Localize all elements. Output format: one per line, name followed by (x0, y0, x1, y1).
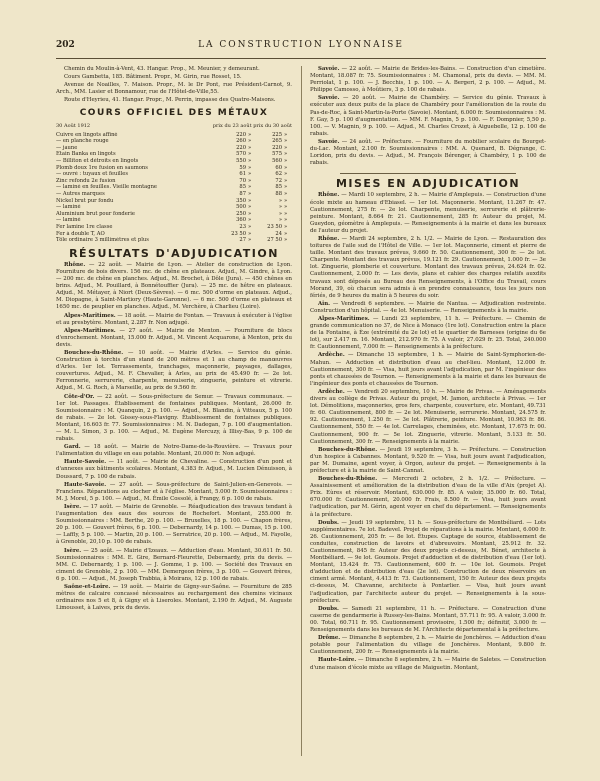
entry-text: — Vendredi 6 septembre. — Mairie de Nantua. — Adjudication restreinte. Construction d'un hôpital. — 4e lot. Menuiserie. — Renseignements à la mairie. (310, 300, 546, 314)
adjudication-entry (310, 352, 546, 387)
metal-unit: » (284, 184, 288, 191)
metal-unit: » (248, 171, 252, 178)
entry-place: Ardèche. (318, 388, 345, 395)
metal-price-current: 60 (275, 164, 282, 171)
entry-text: — Dimanche 8 septembre, 2 h. — Mairie de Jonchères. — Adduction d'eau potable pour l'alimentation du village de Jonchères. Montant, 9.800 fr. Cautionnement, 200 fr. — Renseignements à la mairie. (310, 635, 546, 656)
metal-unit: » (248, 197, 252, 204)
entry-text: — Jeudi 19 septembre, 11 h. — Sous-préfecture de Montbéliard. — Lots supplémentaires. 7e lot. Badevel. Projet de réparations à la mairie. Montant, 6.000 fr. 26. Cautionnement, 205 fr. — 8e lot. Étupes. Captage de source, établissement de conduites, construction de lavoirs et d'abreuvoirs. Montant, 25.912 fr. 32. Cautionnement, 845 fr. Auteur des deux projets ci-dessus, M. Bénet, architecte à Montbéliard. — 9e lot. Goumois. Projet d'adduction et de distribution d'eau (1er lot). Montant, 15.424 fr. 75. Cautionnement, 600 fr. — 10e lot. Goumois. Projet d'adduction et de distribution d'eau (2e lot). Construction de deux réservoirs en ciment armé. Montant, 4.413 fr. 73. Cautionnement, 150 fr. Auteur des deux projets ci-dessus, M. Chavanne, architecte à Pontarlier. — Visa, huit jours avant l'adjudication, par l'architecte auteur du projet. — Renseignements à la sous-préfecture. (310, 519, 546, 604)
metal-price-current: 27 50 (267, 237, 282, 244)
entry-text: — 18 août. — Mairie de Fontan. — Travaux à exécuter à l'église et au presbytère. Montant, 2.287 fr. Non adjugé. (56, 312, 292, 326)
results-list-left (56, 262, 292, 613)
adjudication-entry (310, 316, 546, 351)
running-title: LA CONSTRUCTION LYONNAISE (198, 40, 404, 50)
metals-date-row (56, 123, 292, 130)
metal-unit: » (284, 191, 288, 197)
metal-unit: » (248, 151, 252, 158)
metal-unit: » (284, 177, 288, 184)
metal-label: — laminé en feuilles. Vieille montagne (56, 184, 157, 191)
entry-place: Rhône. (318, 235, 340, 242)
adjudication-entry (56, 584, 292, 612)
entry-place: Ardèche. (318, 352, 345, 359)
left-column (56, 66, 292, 613)
metal-price-current: 62 (275, 171, 282, 178)
metal-price-current: 23 50 (267, 223, 282, 230)
adjudication-entry (56, 394, 292, 444)
adjudication-entry (310, 66, 546, 94)
metal-unit: » (248, 217, 252, 224)
entry-text: — Lundi 23 septembre, 11 h. — Préfecture. — Chemin de grande communication no 37, de Nice à Monaco (1re lot). Construction entre la place de la Fontaine, à Èze (extrémité du 2e lot) et le quartier de Barneses (origine du 6e lot), sur 2.417 m. 16. Montant, 212.970 fr. 75. A valoir, 27.029 fr. 25. Total, 240.000 fr. Cautionnement, 7.000 fr. — Renseignements à la préfecture. (310, 316, 546, 351)
metal-row (56, 178, 292, 185)
entry-place: Bouches-du-Rhône. (64, 349, 124, 356)
metal-row (56, 132, 292, 139)
adjudication-entry (56, 459, 292, 480)
permit-entry: Chemin du Moulin-à-Vent, 43. Hangar. Prop., M. Meunier, y demeurant. (64, 66, 260, 72)
adjudication-entry (310, 476, 546, 519)
metal-row (56, 204, 292, 211)
metal-row (56, 231, 292, 238)
metal-row (56, 211, 292, 218)
metal-price-current: » (278, 217, 282, 224)
metal-label: — en planche rouge (56, 138, 109, 145)
metal-price-current: 85 (275, 184, 282, 191)
right-column (310, 66, 546, 673)
entry-text: — 24 août. — Préfecture. — Fourniture du mobilier scolaire du Bourget-du-Lac. Montant, 2.100 fr. Soumissionnaires : MM. A. Quenard, B. Dégrange, C. Loridon, prix du devis. — Adjud., M. François Bérenger, à Chambéry, 1 p. 100 de rabais. (310, 138, 546, 167)
entry-place: Bouches-du-Rhône. (318, 446, 378, 453)
metal-unit: » (284, 131, 288, 138)
metal-price-prev: 23 50 (231, 230, 246, 237)
adjudication-entry (310, 236, 546, 300)
entry-place: Haute-Savoie. (64, 481, 107, 488)
metal-label: Cuivre en lingots affiné (56, 131, 118, 138)
metal-row (56, 237, 292, 244)
metal-unit: » (248, 210, 252, 217)
adjudication-entry (310, 389, 546, 446)
metal-row (56, 165, 292, 172)
entry-text: — 10 août. — Mairie d'Arles. — Service du génie. Construction à torchis d'un stand de 200 mètres et 1 au champ de manœuvres d'Arles. 1er lot. Terrassements, tranchages, maçonnerie, paysages, dallages, couvertures. Adjud., M. F. Chevalier, à Arles, au prix de 45.490 fr. — 2e lot. Ferronnerie, serrurerie, charpente, menuiserie, zinguerie, peinture et vitrerie. Adjud., M. G. Roch, à Marseille, au prix de 9.560 fr. (56, 349, 292, 392)
entry-place: Gard. (64, 444, 81, 451)
metal-label: — ouvré : tuyaux et feuilles (56, 171, 129, 178)
metal-price-current: 265 (272, 138, 282, 145)
entry-place: Isère. (64, 547, 82, 554)
adjudication-entry (310, 520, 546, 605)
adjudication-entry (56, 504, 292, 547)
column-divider (301, 66, 302, 756)
adjudication-entry (56, 444, 292, 458)
metals-title: COURS OFFICIEL DES MÉTAUX (79, 108, 269, 119)
metal-label: Tôle ordinaire 3 millimètres et plus (56, 237, 149, 244)
adjudication-entry (310, 635, 546, 656)
metal-unit: » (284, 237, 288, 244)
metal-price-current: 225 (272, 131, 282, 138)
metal-price-current: 24 (275, 230, 282, 237)
adjudication-entry (56, 328, 292, 349)
metal-price-prev: 350 (236, 197, 246, 204)
metal-unit: » (248, 184, 252, 191)
metal-unit: » (248, 131, 252, 138)
adjudication-entry (310, 139, 546, 167)
metal-unit: » (284, 171, 288, 178)
permit-entry: Cours Gambetta, 185. Bâtiment. Propr., M. Girin, rue Rosset, 15. (64, 74, 242, 81)
metal-row (56, 224, 292, 231)
metal-unit: » (248, 223, 252, 230)
metal-row (56, 184, 292, 191)
permit-entry: Avenue de Noailles, 7. Maison. Propr., M. le Dr Pont, rue Président-Carnot, 9. Arch., MM. Lasier et Bonnamour, rue de l'Hôtel-de-Ville,55. (56, 82, 292, 96)
metal-price-current: 72 (275, 177, 282, 184)
metal-price-prev: 27 (239, 237, 246, 244)
metals-date: 30 Août 1912 (56, 122, 91, 129)
entry-place: Isère. (64, 503, 82, 510)
entry-text: — 19 août. — Mairie de Gigny-sur-Saône. — Fourniture de 285 mètres de calcaire concassé nécessaires au rechargement des chemins vicinaux ordinaires nos 5 et 8, à Gigny et à Liseroles. Montant, 2.190 fr. Adjud., M. Auguste Limousset, à Laives, prix du devis. (56, 583, 292, 612)
entry-text: — Vendredi 20 septembre, 10 h. — Mairie de Privas. — Aménagements divers au collège de Privas. Auteur du projet, M. Jamon, architecte à Privas. — 1er lot. Démolitions, maçonneries, gros fers, charpente, couverture, etc. Montant, 49.731 fr. 60. Cautionnement, 800 fr. — 2e lot. Menuiserie, serrurerie. Montant, 24.575 fr. 92. Cautionnement, 1.250 fr. — 3e lot. Plâtrerie, peinture. Montant, 10.963 fr. 86. Cautionnement, 550 fr. — 4e lot. Carrelages, cheminées, etc. Montant, 17.675 fr. 00. Cautionnement, 900 fr. — 5e lot. Zinguerie, vitrerie. Montant, 5.133 fr. 50. Cautionnement, 300 fr. — Renseignements à la mairie. (310, 388, 546, 445)
metal-price-prev: 220 (236, 131, 246, 138)
metal-row (56, 151, 292, 158)
entry-place: Alpes-Maritimes. (64, 312, 116, 319)
metal-unit: » (284, 144, 288, 151)
metal-price-current: 560 (272, 158, 282, 165)
metal-unit: » (284, 217, 288, 224)
metal-unit: » (284, 138, 288, 145)
metal-price-prev: 59 (239, 164, 246, 171)
adjudication-entry (56, 350, 292, 393)
entry-text: — 20 août. — Mairie de Chambéry. — Service du génie. Travaux à exécuter aux deux puits de la place de Chambéry pour l'amélioration de la route du Pas-de-Roc, à Saint-Martin-la-Porte (Savoie). Montant, 6.000 fr. Soumissionnaires : M. F. Gay, 5 p. 100 d'augmentation. — MM. F. Magnin, 5 p. 100. — F. Dompnier, 5,50 p. 100. — V. Magnin, 9 p. 100. — Adjud., M. Charles Crozet, à Aiguebelle, 12 p. 100 de rabais. (310, 95, 546, 137)
entry-text: — 27 août. — Sous-préfecture de Saint-Julien-en-Genevois. — Franclens. Réparations au clocher et à l'église. Montant, 5.000 fr. Soumissionnaires : M. J. Morel, 5 p. 100. — Adjud., M. Émile Cossolé, à Frangy, 6 p. 100 de rabais. (56, 481, 292, 502)
metal-label: — jaune (56, 144, 78, 151)
metal-row (56, 158, 292, 165)
page-number: 202 (56, 40, 75, 50)
entry-place: Doubs. (318, 519, 339, 526)
entry-place: Haute-Savoie. (64, 459, 107, 466)
entry-text: — Mercredi 2 octobre, 2 h. 1/2. — Préfecture. — Assainissement et amélioration de la distribution d'eau de la ville d'Aix (projet A). Prix. Eùres et réservoir. Montant, 630.000 fr. 85. A valoir, 35.000 fr. 60. Total, 670.000 fr. Cautionnement, 20.000 fr. Frais, 8.500 fr. — Visa, huit jours avant l'adjudication, par M. Gérin, agent voyer en chef du département. — Renseignements à la préfecture. (310, 476, 546, 518)
entry-text: — 18 août. — Mairie de Notre-Dame-de-la-Rouvière. — Travaux pour l'alimentation du village en eau potable. Montant, 20.000 fr. Non adjugé. (56, 444, 292, 458)
metal-label: — Autres marques (56, 191, 105, 197)
entry-place: Saône-et-Loire. (64, 583, 111, 590)
metal-price-prev: 550 (236, 158, 246, 165)
permit-entry: Route d'Heyrieu, 41. Hangar. Propr., M. Perrin, impasse des Quatre-Maisons. (64, 97, 276, 104)
metal-unit: » (284, 210, 288, 217)
metal-price-prev: 260 (236, 138, 246, 145)
metal-price-current: 88 (275, 191, 282, 197)
metal-price-current: » (278, 197, 282, 204)
metal-row (56, 198, 292, 205)
entry-place: Savoie. (318, 138, 340, 145)
entry-place: Rhône. (318, 192, 340, 199)
metal-unit: » (248, 158, 252, 165)
adjudication-entry (56, 548, 292, 583)
adjudication-entry (310, 606, 546, 634)
metal-unit: » (284, 223, 288, 230)
entry-text: — 27 août. — Mairie de Menton. — Fourniture de blocs d'enrochement. Montant, 15.000 fr. Adjud., M. Vincent Acquarone, à Menton, prix du devis. (56, 327, 292, 348)
section-rule (340, 173, 516, 174)
metal-label: Aluminium brut pour fonderie (56, 210, 136, 217)
entry-place: Côte-d'Or. (64, 393, 95, 400)
metal-price-prev: 61 (239, 171, 246, 178)
mises-title: MISES EN ADJUDICATION (335, 177, 521, 191)
entry-place: Savoie. (318, 95, 340, 102)
metal-unit: » (284, 204, 288, 211)
building-permits-list (56, 66, 292, 104)
entry-text: — 22 août. — Mairie de Brides-les-Bains. — Construction d'un cimetière. Montant, 18.087 fr. 75. Soumissionnaires : M. Chamonal, prix du devis. — MM. M. Perriolat, 1 p. 100. — J. Becchis, 1 p. 100. — A. Bergeri, 2 p. 100. — Adjud., M. Philippe Camosso, à Moûtiers, 3 p. 100 de rabais. (310, 66, 546, 94)
entry-place: Doubs. (318, 605, 339, 612)
adjudication-entry (310, 192, 546, 235)
metal-unit: » (248, 177, 252, 184)
metal-unit: » (284, 197, 288, 204)
entry-text: — Mardi 24 septembre, 2 h. 1/2. — Mairie de Lyon. — Restauration des toitures de l'aile sud de l'Hôtel de Ville. — 1er lot. Maçonnerie, ciment et pierre de taille. Montant des travaux prévus, 9.660 fr. 50. Cautionnement, 300 fr. — 2e lot. Charpente. Montant des travaux prévus, 19.121 fr. 29. Cautionnement, 1.000 fr. — 3e lot. Zinguerie, plomberie et couverture. Montant des travaux prévus, 24.624 fr. 02. Cautionnement, 2.000 fr. — Les devis, plans et cahier des charges relatifs auxdits travaux sont déposés au Bureau des Renseignements, à l'Office du Travail, cours Morand, 39, où chacun sera admis à en prendre connaissance, tous les jours non fériés, de 9 heures du matin à 5 heures du soir. (310, 235, 546, 299)
metal-price-current: 575 (272, 151, 282, 158)
metal-label: Etain Banka en lingots (56, 151, 116, 158)
page-header (56, 40, 546, 54)
metals-table (56, 132, 292, 244)
entry-text: — 11 août. — Mairie de Chevaline. — Construction d'un pont et d'annexes aux bâtiments scolaires. Montant, 4.383 fr. Adjud., M. Lucien Dénuisson, à Doussard, 7 p. 100 de rabais. (56, 459, 292, 480)
entry-place: Bouches-du-Rhône. (318, 476, 378, 483)
header-rule (56, 58, 546, 59)
entry-place: Haute-Loire. (318, 657, 357, 664)
adjudication-entry (56, 482, 292, 503)
results-list-right (310, 66, 546, 167)
metal-row (56, 145, 292, 152)
adjudication-entry (310, 657, 546, 671)
metals-col-header: prix du 23 août prix du 30 août (212, 122, 292, 129)
metal-price-current: 220 (272, 144, 282, 151)
metal-row (56, 217, 292, 224)
adjudication-entry (56, 262, 292, 312)
metal-label: — laminé (56, 204, 81, 211)
metal-unit: » (248, 237, 252, 244)
metal-price-prev: 23 (239, 223, 246, 230)
metal-price-prev: 500 (236, 204, 246, 211)
metal-unit: » (248, 144, 252, 151)
metal-label: Fer à double T, AO (56, 230, 105, 237)
metal-label: — Billiton et détroits en lingots (56, 158, 139, 165)
metal-price-prev: 220 (236, 144, 246, 151)
metal-row (56, 138, 292, 145)
metal-unit: » (248, 138, 252, 145)
metal-label: Plomb doux 1re fusion en saumons (56, 164, 148, 171)
metal-label: — laminé (56, 217, 81, 224)
entry-text: — Dimanche 15 septembre, 1 h. — Mairie de Saint-Symphorien-de-Mahun. — Adduction et distribution d'eau au chef-lieu. Montant, 12.000 fr. Cautionnement, 300 fr. — Visa, huit jours avant l'adjudication, par M. l'ingénieur des ponts et chaussées de Tournon. — Renseignements à la mairie et dans les bureaux de l'ingénieur des ponts et chaussées de Tournon. (310, 352, 546, 387)
entry-text: — 17 août. — Mairie de Grenoble. — Réadjudication des travaux tendant à l'augmentation des eaux des sources de Rochefort. Montant, 255.000 fr. Soumissionnaires : MM. Berthe, 20 p. 100. — Bruxelles, 18 p. 100. — Chapon frères, 20 p. 100. — Gouvert frères, 6 p. 100. — Debernardy, 14 p. 100. — Dumas, 15 p. 100. — Laffly, 5 p. 100. — Martin, 20 p. 100. — Serratrice, 20 p. 100. — Adjud., M. Fayolle, à Grenoble, 20,10 p. 100 de rabais. (56, 503, 292, 546)
metal-unit: » (248, 164, 252, 171)
entry-text: — Mardi 10 septembre, 2 h. — Mairie d'Amplepuis. — Construction d'une école mixte au hameau d'Ebiasel. — 1er lot. Maçonnerie. Montant, 11.267 fr. 47. Cautionnement, 275 fr. — 2e lot. Charpente, menuiserie, serrurerie et plâtrerie-peinture. Montant, 8.664 fr. 21. Cautionnement, 285 fr. Auteur du projet, M. Gueydon, géomètre à Amplepuis. — Renseignements à la mairie et dans les bureaux de l'auteur du projet. (310, 192, 546, 234)
metal-price-prev: 250 (236, 210, 246, 217)
adjudication-entry (310, 301, 546, 315)
entry-text: — Jeudi 19 septembre, 3 h. — Préfecture. — Construction d'un hospice à Cabannes. Montant, 9.520 fr. — Visa, huit jours avant l'adjudication, par M. Dumaine, agent voyer, à Orgon, auteur du projet. — Renseignements à la préfecture et à la mairie de Saint-Cannat. (310, 446, 546, 474)
metal-unit: » (248, 191, 252, 197)
metal-price-prev: 70 (239, 177, 246, 184)
adjudication-entry (310, 95, 546, 138)
results-title: RÉSULTATS D'ADJUDICATION (69, 246, 279, 260)
entry-text: — 25 août. — Mairie d'Izeaux. — Adduction d'eau. Montant, 30.611 fr. 50. Soumissionnaires : MM. E. Gire, Bernard-Fleurette, Debernardy, prix du devis. — MM. C. Debernardy, 1 p. 100. — J. Gomme, 1 p. 100. — Société des Travaux en ciment de Grenoble, 2 p. 100. — MM. Demergeon frères, 3 p. 100. — Gouvert frères, 6 p. 100. — Adjud., M. Joseph Trabbia, à Moirans, 12 p. 100 de rabais. (56, 547, 292, 582)
metal-price-prev: 570 (236, 151, 246, 158)
entry-text: — 22 août. — Mairie de Lyon. — Atelier de construction de Lyon. Fourniture de bois divers. 156 mc. de chêne en plateaux. Adjud., M. Gindre, à Lyon. — 200 mc. de chêne en planches. Adjud., M. Brochet, à Dôle (Jura). — 450 chênes en brins. Adjud., M. Pouillard, à Bonnétouffier (Jura). — 25 mc. de hêtre en plateaux. Adjud., M. Métayer, à Niort (Deux-Sèvres). — 6 mc. 500 d'orme en plateaux. Adjud., M. Diopagne, à Saint-Martiory (Haute-Garonne). — 6 mc. 500 d'orme en plateaux et 1650 mc. de peuplier en planches. Adjud., M. Verchère, à Charlieu (Loire). (56, 261, 292, 311)
metal-price-current: » (278, 210, 282, 217)
metal-unit: » (284, 230, 288, 237)
entry-place: Ain. (318, 300, 331, 307)
entry-place: Drôme. (318, 635, 341, 642)
metal-row (56, 191, 292, 198)
mises-list (310, 192, 546, 671)
entry-place: Rhône. (64, 261, 86, 268)
metal-label: Nickel brut pur fondu (56, 197, 114, 204)
metal-unit: » (248, 230, 252, 237)
entry-text: — Dimanche 8 septembre, 2 h. — Mairie de Saletes. — Construction d'une maison d'école mixte au village de Maiguetin. Montant, (310, 657, 546, 671)
metal-label: Fer lamine 1re classe (56, 223, 113, 230)
adjudication-entry (310, 447, 546, 475)
metal-unit: » (248, 204, 252, 211)
entry-place: Alpes-Maritimes. (318, 316, 370, 322)
metal-unit: » (284, 164, 288, 171)
metal-price-prev: 360 (236, 217, 246, 224)
entry-place: Alpes-Maritimes. (64, 327, 116, 334)
entry-text: — Samedi 21 septembre, 11 h. — Préfecture. — Construction d'une caserne de gendarmerie à Russey-les-Bains. Montant, 57.711 fr. 95. A valoir, 3.000 fr. 00. Total, 60.711 fr. 95. Cautionnement provisoire, 1.500 fr.; définitif, 3.000 fr. — Renseignements dans les bureaux de M. l'Architecte départemental à la préfecture. (310, 605, 546, 634)
metal-price-prev: 85 (239, 184, 246, 191)
metal-label: Zinc refondu 2e fusion (56, 177, 116, 184)
metal-price-current: » (278, 204, 282, 211)
entry-place: Savoie. (318, 66, 340, 72)
metal-price-prev: 87 (239, 191, 246, 197)
metal-row (56, 171, 292, 178)
adjudication-entry (56, 313, 292, 327)
metal-unit: » (284, 151, 288, 158)
entry-text: — 22 août. — Sous-préfecture de Semur. — Travaux communaux. — 1er lot. Passages. Établissement de fontaines publiques. Montant, 26.000 fr. Soumissionnaire : M. Quanquin, 2 p. 100. — Adjud., M. Blandin, à Vitteaux, 5 p. 100 de rabais. — 2e lot. Gissey-sous-Flavigny. Établissement de fontaines publiques. Montant, 16.603 fr. 77. Soumissionnaires : M. N. Dadegan, 7 p. 100 d'augmentation. — M. L. Simon, 3 p. 100. — Adjud., M. Eugène Mercuzy, à Illisy-Bas, 9 p. 100 de rabais. (56, 393, 292, 443)
metal-unit: » (284, 158, 288, 165)
